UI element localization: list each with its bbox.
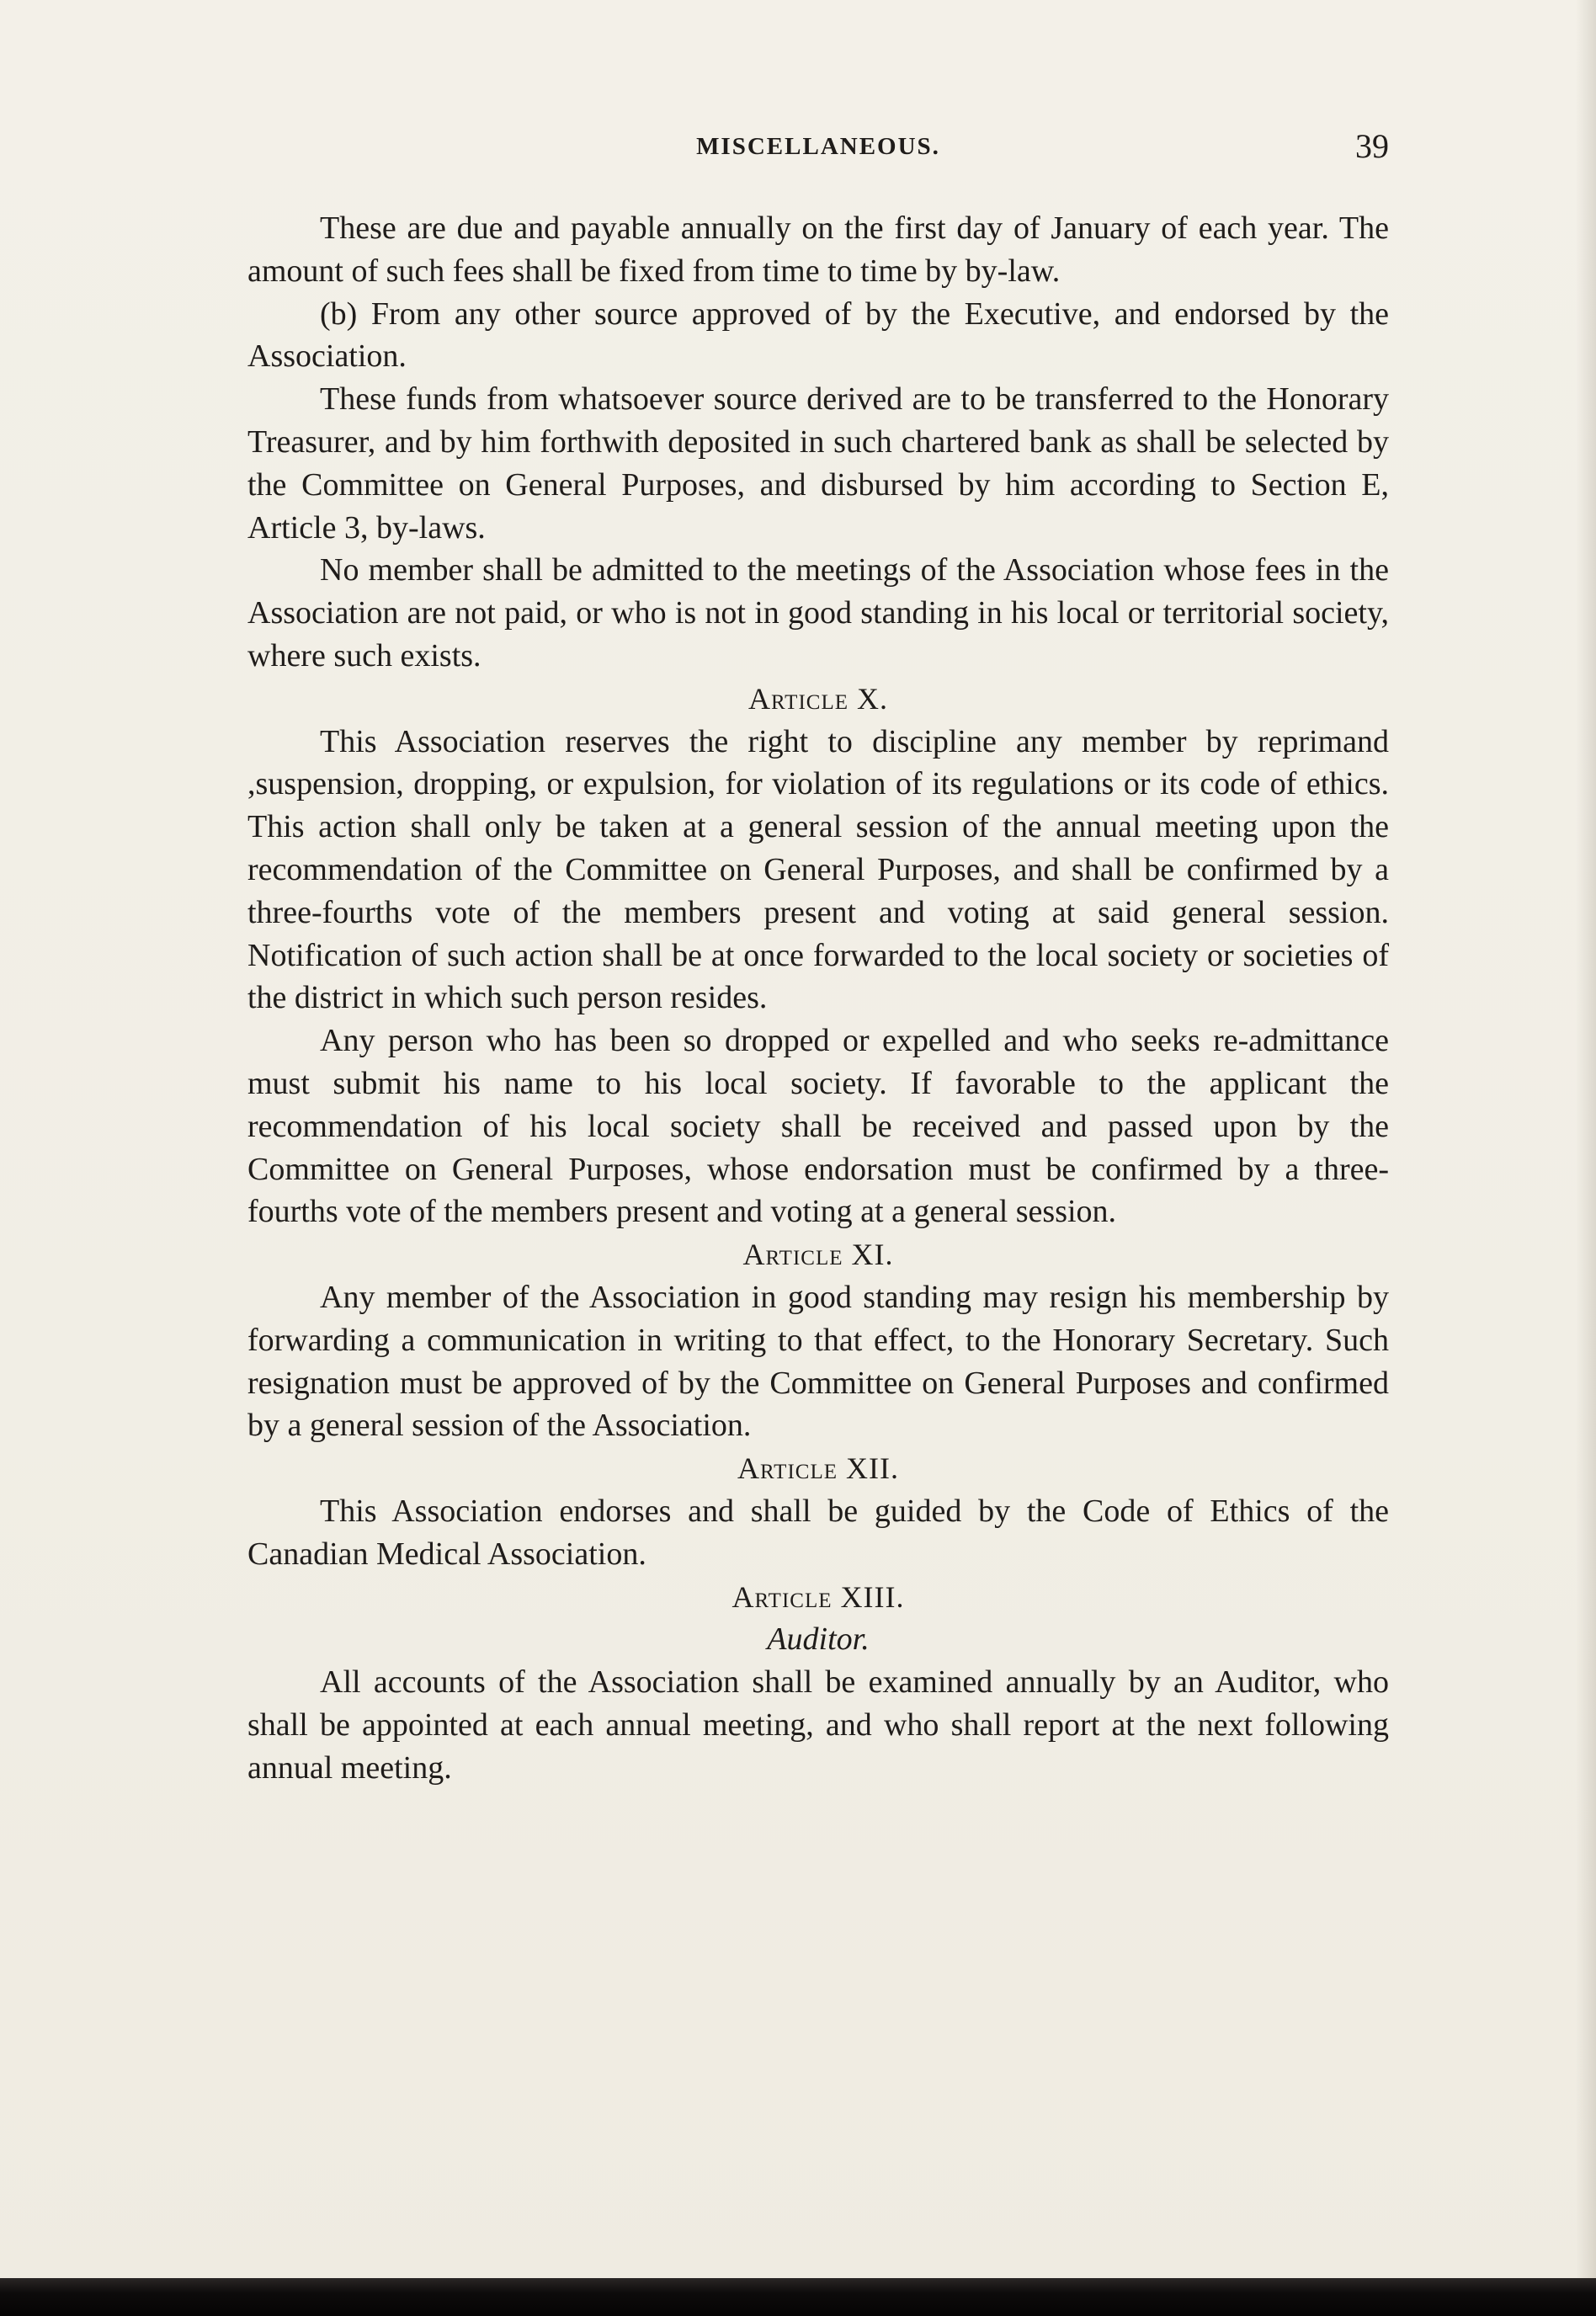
page-number: 39	[1355, 127, 1389, 165]
article-xi-heading: Article XI.	[742, 1238, 894, 1272]
page-header	[247, 126, 1389, 173]
paragraph-resignation: Any member of the Association in good standing may resign his membership by forwarding a communication in writing to that effect, to the Honorary Secretary. Such resignation must be approved of by the Committee on General Purposes and confirmed by a general session of the Association.	[247, 1279, 1389, 1444]
paragraph-code-of-ethics: This Association endorses and shall be guided by the Code of Ethics of the Canadian Medical Association.	[247, 1493, 1389, 1572]
paragraph-fees-due: These are due and payable annually on the first day of January of each year. The amount of such fees shall be fixed from time to time by by-law.	[247, 210, 1389, 289]
paragraph-other-source: (b) From any other source approved of by the Executive, and endorsed by the Association.	[247, 295, 1389, 375]
article-xii-heading: Article XII.	[737, 1451, 899, 1486]
paragraph-admission-meetings: No member shall be admitted to the meetings of the Association whose fees in the Association are not paid, or who is not in good standing in his local or territorial society, where such exists.	[247, 552, 1389, 674]
paragraph-discipline: This Association reserves the right to discipline any member by reprimand ,suspension, dropping, or expulsion, for violation of its regulations or its code of ethics. This action shall only be taken at a general session of the annual meeting upon the recommendation of the Committee on General Purposes, and shall be confirmed by a three-fourths vote of the members present and voting at said general session. Notification of such action shall be at once forwarded to the local society or societies of the district in which such person resides.	[247, 723, 1389, 1016]
paragraph-funds-transfer: These funds from whatsoever source derived are to be transferred to the Honorary Treasurer, and by him forthwith deposited in such chartered bank as shall be selected by the Committee on General Purposes, and disbursed by him according to Section E, Article 3, by-laws.	[247, 381, 1389, 546]
paragraph-auditor: All accounts of the Association shall be examined annually by an Auditor, who shall be appointed at each annual meeting, and who shall report at the next following annual meeting.	[247, 1664, 1389, 1786]
running-title: MISCELLANEOUS.	[696, 133, 940, 160]
article-xiii-heading: Article XIII.	[732, 1579, 905, 1614]
auditor-subheading: Auditor.	[767, 1621, 870, 1658]
scan-bottom-edge	[0, 2278, 1596, 2316]
page-edge-shadow	[1576, 0, 1596, 2278]
body-text	[247, 207, 1389, 1789]
paragraph-readmittance: Any person who has been so dropped or expelled and who seeks re-admittance must submit his name to his local society. If favorable to the applicant the recommendation of his local society shall be received and passed upon by the Committee on General Purposes, whose endorsation must be confirmed by a three-fourths vote of the members present and voting at a general session.	[247, 1023, 1389, 1230]
article-x-heading: Article X.	[748, 681, 888, 716]
